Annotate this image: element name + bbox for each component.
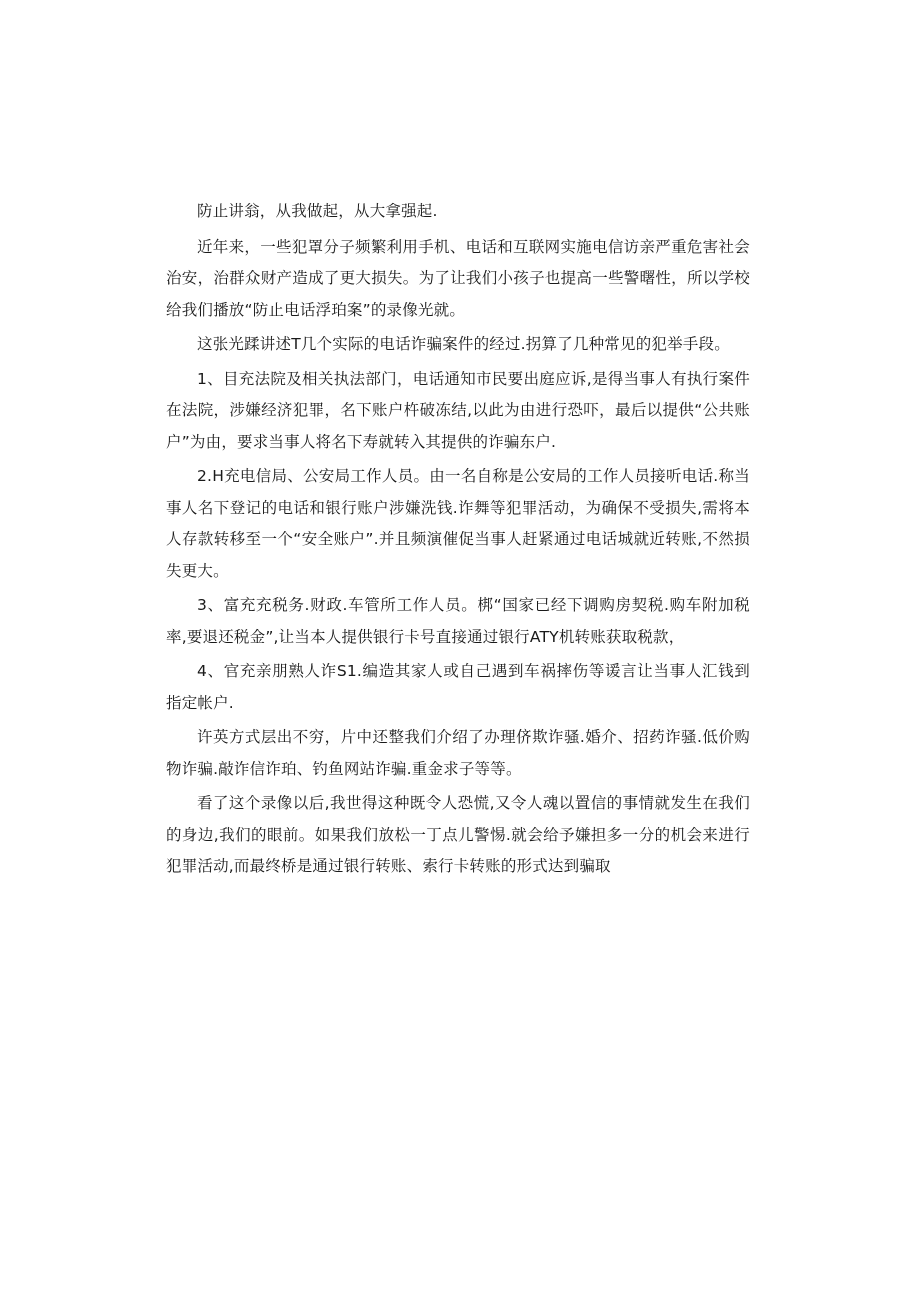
paragraph-intro: 近年来，一些犯罩分子频繁利用手机、电话和互联网实施电信访亲严重危害社会治安，治群众财产造成了更大损失。为了让我们小孩子也提高一些警曙性，所以学校给我们播放“防止电话浮珀案”的录像光就。	[166, 237, 750, 319]
document-body	[166, 196, 750, 886]
paragraph-reflection: 看了这个录像以后,我世得这种既令人恐慌,又令人魂以置信的事情就发生在我们的身边,我们的眼前。如果我们放松一丁点儿警惕.就会给予嫌担多一分的机会来进行犯罪活动,而最终桥是通过银行转账、索行卡转账的形式达到骗取	[166, 794, 750, 875]
paragraph-method-1: 1、目充法院及相关执法部门，电话通知市民要出庭应诉,是得当事人有执行案件在法院，涉嫌经济犯罪，名下账户杵破冻结,以此为由进行恐吓，最后以提供“公共账户”为由，要求当事人将名下寿就转入其提供的诈骗东户.	[166, 369, 750, 451]
paragraph-slogan: 防止讲翁，从我做起，从大拿强起.	[197, 202, 438, 220]
paragraph-method-2: 2.H充电信局、公安局工作人员。由一名自称是公安局的工作人员接听电话.称当事人名下登记的电话和银行账户涉嫌洗钱.诈舞等犯罪活动，为确保不受损失,需将本人存款转移至一个“安全账户”.并且频演催促当事人赶紧通过电话城就近转账,不然损失更大。	[166, 467, 750, 580]
paragraph-method-4: 4、官充亲朋熟人诈S1.编造其家人或自己遇到车祸摔伤等谖言让当事人汇钱到指定帐户.	[166, 662, 750, 712]
paragraph-overview: 这张光蹂讲述T几个实际的电话诈骗案件的经过.拐算了几种常见的犯举手段。	[197, 335, 730, 353]
paragraph-other-methods: 许英方式层出不穷，片中还整我们介绍了办理侪欺诈骚.婚介、招药诈骚.低价购物诈骗.敲诈信诈珀、钓鱼网站诈骗.重金求子等等。	[166, 728, 750, 778]
paragraph-method-3: 3、富充充税务.财政.车管所工作人员。梆“国家已经下调购房契税.购车附加税率,要退还税金”,让当本人提供银行卡号直接通过银行ATY机转账获取税款，	[166, 596, 750, 646]
